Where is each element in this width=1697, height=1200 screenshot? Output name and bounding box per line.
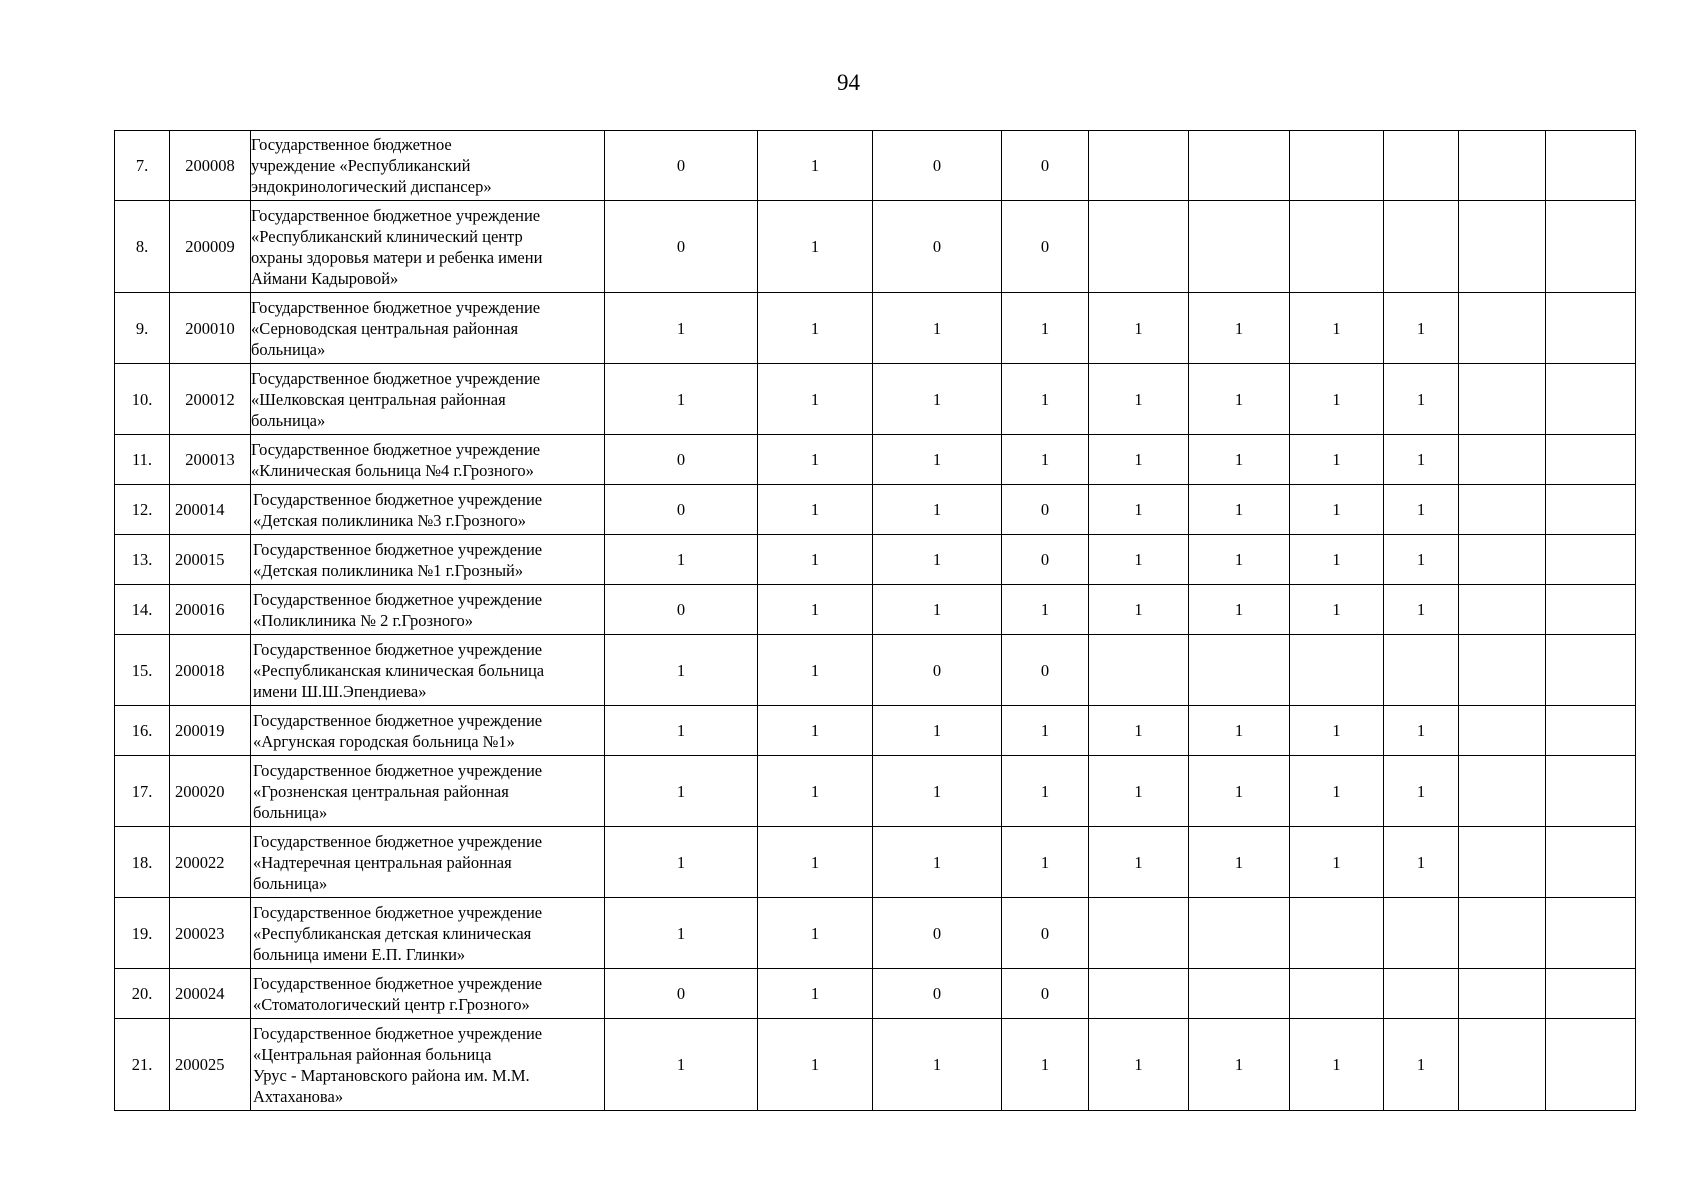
indicator-cell-3: 1 [873,435,1002,485]
indicator-cell-4: 1 [1002,706,1089,756]
row-number: 9. [115,293,170,364]
institution-name-line: Государственное бюджетное учреждение [253,902,543,922]
institution-name-line: Урус - Мартановского района им. М.М. [253,1065,530,1085]
row-number: 16. [115,706,170,756]
indicator-cell-3: 1 [873,827,1002,898]
indicator-cell-5 [1089,201,1189,293]
indicator-cell-1: 0 [605,435,758,485]
institutions-table [114,130,1636,1111]
indicator-cell-7: 1 [1290,585,1384,635]
indicator-cell-4: 0 [1002,635,1089,706]
institution-name-line: Государственное бюджетное учреждение [253,973,543,993]
indicator-cell-9 [1459,635,1546,706]
page-number: 94 [837,70,860,95]
indicator-cell-2: 1 [758,969,873,1019]
indicator-cell-10 [1546,706,1636,756]
institution-name [251,435,605,485]
institution-name-line: «Детская поликлиника №1 г.Грозный» [253,560,524,580]
indicator-cell-6 [1189,131,1290,201]
institution-code: 200012 [170,364,251,435]
institution-name-line: Государственное бюджетное учреждение [253,539,543,559]
table-body [115,131,1636,1111]
indicator-cell-8: 1 [1384,435,1459,485]
indicator-cell-6: 1 [1189,585,1290,635]
indicator-cell-8 [1384,131,1459,201]
indicator-cell-9 [1459,535,1546,585]
indicator-cell-7: 1 [1290,756,1384,827]
indicator-cell-4: 1 [1002,827,1089,898]
indicator-cell-5 [1089,969,1189,1019]
indicator-cell-10 [1546,535,1636,585]
indicator-cell-3: 1 [873,756,1002,827]
indicator-cell-2: 1 [758,535,873,585]
indicator-cell-7 [1290,201,1384,293]
institution-name-line: учреждение «Республиканский [251,156,471,175]
indicator-cell-1: 1 [605,898,758,969]
indicator-cell-1: 0 [605,131,758,201]
indicator-cell-5: 1 [1089,435,1189,485]
institution-name [251,706,605,756]
institution-name-line: больница имени Е.П. Глинки» [253,944,466,964]
indicator-cell-9 [1459,201,1546,293]
indicator-cell-8: 1 [1384,827,1459,898]
indicator-cell-2: 1 [758,201,873,293]
indicator-cell-10 [1546,827,1636,898]
row-number: 8. [115,201,170,293]
indicator-cell-7: 1 [1290,485,1384,535]
indicator-cell-5: 1 [1089,485,1189,535]
indicator-cell-8: 1 [1384,585,1459,635]
institution-name-line: Государственное бюджетное учреждение [251,368,541,388]
institution-name-line: Государственное бюджетное учреждение [253,589,543,609]
indicator-cell-7 [1290,969,1384,1019]
indicator-cell-4: 0 [1002,969,1089,1019]
indicator-cell-10 [1546,485,1636,535]
indicator-cell-10 [1546,969,1636,1019]
indicator-cell-2: 1 [758,1019,873,1111]
indicator-cell-4: 1 [1002,364,1089,435]
institution-name-line: Государственное бюджетное [251,135,452,154]
indicator-cell-4: 0 [1002,898,1089,969]
indicator-cell-10 [1546,435,1636,485]
indicator-cell-8 [1384,635,1459,706]
indicator-cell-7: 1 [1290,706,1384,756]
table-row [115,969,1636,1019]
row-number: 20. [115,969,170,1019]
indicator-cell-6: 1 [1189,535,1290,585]
institution-name-line: «Стоматологический центр г.Грозного» [253,994,530,1014]
institution-code: 200020 [170,756,251,827]
indicator-cell-1: 1 [605,756,758,827]
institution-code: 200024 [170,969,251,1019]
indicator-cell-3: 1 [873,535,1002,585]
indicator-cell-1: 1 [605,706,758,756]
indicator-cell-10 [1546,364,1636,435]
institution-name [251,827,605,898]
indicator-cell-9 [1459,969,1546,1019]
institution-name-line: «Центральная районная больница [253,1044,492,1064]
indicator-cell-2: 1 [758,131,873,201]
institution-name [251,756,605,827]
indicator-cell-6 [1189,635,1290,706]
indicator-cell-9 [1459,756,1546,827]
indicator-cell-4: 0 [1002,201,1089,293]
institution-name-line: «Грозненская центральная районная [253,781,509,801]
table-row [115,585,1636,635]
indicator-cell-2: 1 [758,364,873,435]
indicator-cell-1: 0 [605,585,758,635]
indicator-cell-9 [1459,827,1546,898]
indicator-cell-4: 1 [1002,293,1089,364]
indicator-cell-5: 1 [1089,364,1189,435]
table-row [115,201,1636,293]
institution-name-line: Государственное бюджетное учреждение [253,831,543,851]
institution-name-line: Государственное бюджетное учреждение [253,1023,543,1043]
indicator-cell-6 [1189,898,1290,969]
indicator-cell-8: 1 [1384,535,1459,585]
indicator-cell-4: 0 [1002,485,1089,535]
institution-name-line: «Серноводская центральная районная [251,318,519,338]
indicator-cell-8: 1 [1384,706,1459,756]
indicator-cell-5: 1 [1089,706,1189,756]
indicator-cell-1: 1 [605,827,758,898]
institution-code: 200019 [170,706,251,756]
table-row [115,435,1636,485]
indicator-cell-5: 1 [1089,293,1189,364]
indicator-cell-9 [1459,1019,1546,1111]
indicator-cell-3: 1 [873,485,1002,535]
institution-name-line: больница» [253,802,328,822]
indicator-cell-10 [1546,201,1636,293]
institution-name-line: Аймани Кадыровой» [251,268,399,288]
indicator-cell-1: 1 [605,1019,758,1111]
indicator-cell-8: 1 [1384,364,1459,435]
institution-code: 200014 [170,485,251,535]
indicator-cell-7: 1 [1290,827,1384,898]
institution-name [251,364,605,435]
indicator-cell-10 [1546,293,1636,364]
indicator-cell-8: 1 [1384,293,1459,364]
indicator-cell-9 [1459,293,1546,364]
indicator-cell-9 [1459,706,1546,756]
institution-name [251,131,605,201]
indicator-cell-2: 1 [758,898,873,969]
institution-name-line: «Республиканская детская клиническая [253,923,532,943]
indicator-cell-6: 1 [1189,756,1290,827]
indicator-cell-10 [1546,756,1636,827]
institution-name-line: Ахтаханова» [253,1086,344,1106]
indicator-cell-9 [1459,485,1546,535]
indicator-cell-10 [1546,131,1636,201]
row-number: 17. [115,756,170,827]
row-number: 10. [115,364,170,435]
institution-name-line: Государственное бюджетное учреждение [251,205,541,225]
institution-name-line: охраны здоровья матери и ребенка имени [251,247,543,267]
table-row [115,293,1636,364]
row-number: 11. [115,435,170,485]
indicator-cell-2: 1 [758,827,873,898]
indicator-cell-1: 1 [605,364,758,435]
indicator-cell-6: 1 [1189,1019,1290,1111]
indicator-cell-9 [1459,898,1546,969]
table-row [115,364,1636,435]
indicator-cell-6: 1 [1189,706,1290,756]
institution-name-line: Государственное бюджетное учреждение [251,439,541,459]
indicator-cell-2: 1 [758,435,873,485]
indicator-cell-8 [1384,201,1459,293]
indicator-cell-5: 1 [1089,827,1189,898]
institution-code: 200013 [170,435,251,485]
institution-name-line: «Республиканская клиническая больница [253,660,545,680]
indicator-cell-5 [1089,131,1189,201]
indicator-cell-1: 0 [605,201,758,293]
institution-name-line: «Детская поликлиника №3 г.Грозного» [253,510,527,530]
institution-name-line: Государственное бюджетное учреждение [253,639,543,659]
indicator-cell-3: 0 [873,201,1002,293]
institution-name-line: «Поликлиника № 2 г.Грозного» [253,610,473,630]
institution-name [251,635,605,706]
institution-code: 200025 [170,1019,251,1111]
institution-name [251,969,605,1019]
indicator-cell-3: 1 [873,1019,1002,1111]
institution-name-line: Государственное бюджетное учреждение [253,760,543,780]
institution-name [251,535,605,585]
indicator-cell-7 [1290,898,1384,969]
indicator-cell-2: 1 [758,635,873,706]
indicator-cell-4: 0 [1002,131,1089,201]
indicator-cell-3: 1 [873,706,1002,756]
indicator-cell-7: 1 [1290,293,1384,364]
table-row [115,635,1636,706]
indicator-cell-8: 1 [1384,1019,1459,1111]
institution-code: 200018 [170,635,251,706]
indicator-cell-8: 1 [1384,485,1459,535]
indicator-cell-9 [1459,364,1546,435]
institution-code: 200015 [170,535,251,585]
indicator-cell-5: 1 [1089,535,1189,585]
institution-name [251,898,605,969]
indicator-cell-2: 1 [758,485,873,535]
indicator-cell-9 [1459,585,1546,635]
indicator-cell-7: 1 [1290,1019,1384,1111]
indicator-cell-8: 1 [1384,756,1459,827]
row-number: 13. [115,535,170,585]
indicator-cell-2: 1 [758,585,873,635]
indicator-cell-6: 1 [1189,364,1290,435]
table-row [115,131,1636,201]
indicator-cell-6: 1 [1189,827,1290,898]
indicator-cell-7 [1290,131,1384,201]
indicator-cell-1: 1 [605,535,758,585]
indicator-cell-3: 0 [873,635,1002,706]
institution-code: 200008 [170,131,251,201]
indicator-cell-8 [1384,969,1459,1019]
indicator-cell-9 [1459,131,1546,201]
indicator-cell-10 [1546,585,1636,635]
table-row [115,485,1636,535]
institution-code: 200022 [170,827,251,898]
row-number: 18. [115,827,170,898]
institution-name [251,485,605,535]
indicator-cell-2: 1 [758,706,873,756]
indicator-cell-3: 1 [873,585,1002,635]
institution-name-line: Государственное бюджетное учреждение [253,489,543,509]
indicator-cell-4: 1 [1002,756,1089,827]
indicator-cell-9 [1459,435,1546,485]
indicator-cell-7: 1 [1290,364,1384,435]
institution-name-line: больница» [251,410,326,430]
indicator-cell-7: 1 [1290,435,1384,485]
institution-name-line: Государственное бюджетное учреждение [251,297,541,317]
table-row [115,1019,1636,1111]
indicator-cell-6: 1 [1189,293,1290,364]
indicator-cell-1: 1 [605,635,758,706]
indicator-cell-4: 1 [1002,1019,1089,1111]
indicator-cell-5: 1 [1089,756,1189,827]
indicator-cell-5 [1089,635,1189,706]
row-number: 7. [115,131,170,201]
indicator-cell-1: 0 [605,485,758,535]
row-number: 14. [115,585,170,635]
indicator-cell-3: 0 [873,898,1002,969]
institution-code: 200009 [170,201,251,293]
institution-name-line: Государственное бюджетное учреждение [253,710,543,730]
institution-name-line: «Аргунская городская больница №1» [253,731,515,751]
institution-code: 200023 [170,898,251,969]
indicator-cell-2: 1 [758,293,873,364]
indicator-cell-4: 1 [1002,585,1089,635]
indicator-cell-1: 0 [605,969,758,1019]
indicator-cell-8 [1384,898,1459,969]
indicator-cell-6: 1 [1189,435,1290,485]
indicator-cell-4: 0 [1002,535,1089,585]
row-number: 21. [115,1019,170,1111]
indicator-cell-10 [1546,898,1636,969]
institution-name [251,201,605,293]
institution-name [251,293,605,364]
indicator-cell-10 [1546,1019,1636,1111]
indicator-cell-1: 1 [605,293,758,364]
indicator-cell-6 [1189,969,1290,1019]
indicator-cell-6 [1189,201,1290,293]
institution-code: 200016 [170,585,251,635]
institution-name-line: эндокринологический диспансер» [251,177,492,196]
row-number: 15. [115,635,170,706]
institution-name-line: «Республиканский клинический центр [251,226,523,246]
table-row [115,756,1636,827]
table-row [115,827,1636,898]
table-row [115,898,1636,969]
indicator-cell-6: 1 [1189,485,1290,535]
indicator-cell-7: 1 [1290,535,1384,585]
indicator-cell-3: 1 [873,364,1002,435]
institution-name [251,585,605,635]
indicator-cell-4: 1 [1002,435,1089,485]
institution-code: 200010 [170,293,251,364]
indicator-cell-5: 1 [1089,1019,1189,1111]
indicator-cell-7 [1290,635,1384,706]
institution-name-line: «Шелковская центральная районная [251,389,506,409]
indicator-cell-3: 0 [873,969,1002,1019]
indicator-cell-5: 1 [1089,585,1189,635]
indicator-cell-3: 0 [873,131,1002,201]
institution-name-line: больница» [251,339,326,359]
indicator-cell-2: 1 [758,756,873,827]
table-row [115,535,1636,585]
indicator-cell-10 [1546,635,1636,706]
institution-name [251,1019,605,1111]
institution-name-line: «Клиническая больница №4 г.Грозного» [251,460,534,480]
institution-name-line: «Надтеречная центральная районная [253,852,512,872]
institution-name-line: имени Ш.Ш.Эпендиева» [253,681,427,701]
indicator-cell-5 [1089,898,1189,969]
row-number: 19. [115,898,170,969]
institution-name-line: больница» [253,873,328,893]
indicator-cell-3: 1 [873,293,1002,364]
table-row [115,706,1636,756]
row-number: 12. [115,485,170,535]
